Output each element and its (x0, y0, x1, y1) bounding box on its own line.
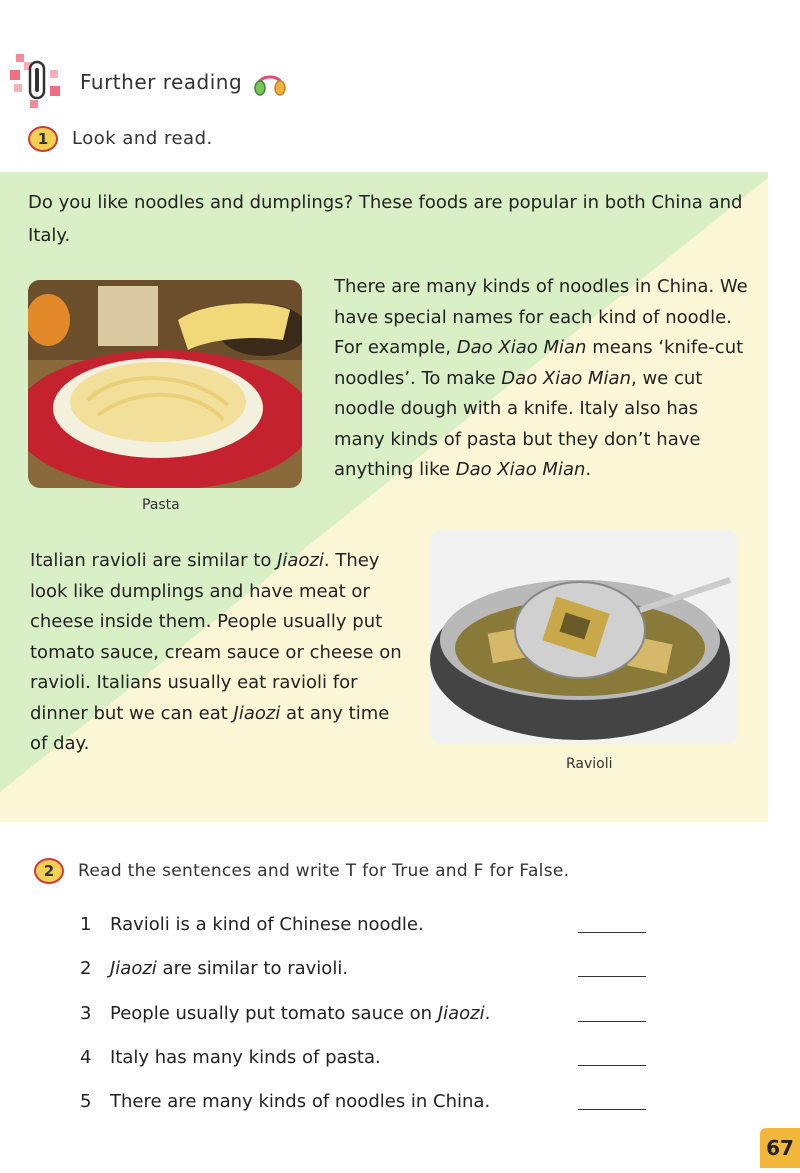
headphones-icon (252, 66, 288, 100)
ravioli-photo (430, 530, 738, 744)
true-false-item: 2 Jiaozi are similar to ravioli. (80, 958, 660, 988)
section-number-badge (28, 126, 58, 152)
ravioli-paragraph: Italian ravioli are similar to Jiaozi. They look like dumplings and have meat or cheese inside them. People usually put tomato sauce, cream sauce or cheese on ravioli. Italians usually eat ravioli for dinner but we can eat Jiaozi at any time of day. (30, 550, 402, 754)
answer-blank[interactable] (578, 1021, 646, 1022)
section-number-badge (34, 858, 64, 884)
page-title: Further reading (80, 70, 243, 94)
true-false-item: 4 Italy has many kinds of pasta. (80, 1047, 660, 1077)
page-number: 67 (760, 1128, 800, 1168)
answer-blank[interactable] (578, 976, 646, 977)
dao-xiao-mian-term: Dao Xiao Mian (455, 459, 586, 480)
section-logo-icon (10, 52, 60, 112)
true-false-item: 5 There are many kinds of noodles in China. (80, 1091, 660, 1121)
dao-xiao-mian-term: Dao Xiao Mian (456, 337, 587, 358)
noodles-paragraph: There are many kinds of noodles in China. We have special names for each kind of noodle. For example, Dao Xiao Mian means ‘knife-cut noodles’. To make Dao Xiao Mian, we cut noodle dough with a knife. Italy also has many kinds of pasta but they don’t have anything like Dao Xiao Mian. (334, 276, 748, 480)
true-false-item: 1 Ravioli is a kind of Chinese noodle. (80, 914, 660, 944)
section-number: 1 (37, 130, 49, 148)
pasta-photo (28, 280, 302, 488)
answer-blank[interactable] (578, 1065, 646, 1066)
true-false-item: 3 People usually put tomato sauce on Jiaozi. (80, 1003, 660, 1033)
section-instruction: Read the sentences and write T for True and F for False. (78, 861, 570, 881)
section-instruction: Look and read. (72, 128, 213, 149)
dao-xiao-mian-term: Dao Xiao Mian (501, 367, 631, 389)
section-number: 2 (43, 862, 55, 880)
jiaozi-term: Jiaozi (277, 550, 324, 571)
ravioli-caption: Ravioli (566, 756, 613, 772)
jiaozi-term: Jiaozi (233, 702, 281, 724)
intro-paragraph: Do you like noodles and dumplings? These foods are popular in both China and Italy. (28, 192, 743, 246)
answer-blank[interactable] (578, 1109, 646, 1110)
pasta-caption: Pasta (142, 497, 180, 513)
answer-blank[interactable] (578, 932, 646, 933)
